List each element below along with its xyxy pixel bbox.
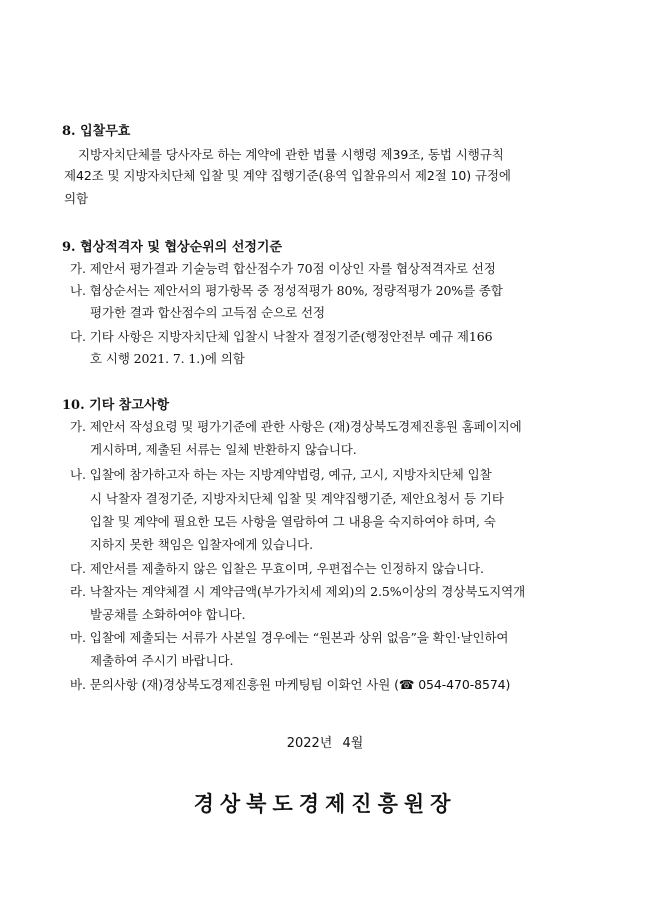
section-9-item-na: 나. 협상순서는 제안서의 평가항목 중 정성적평가 80%, 정량적평가 20%를 종합 bbox=[70, 283, 503, 298]
section-8-heading: 8. 입찰무효 bbox=[62, 124, 131, 139]
document-date: 2022년 4월 bbox=[286, 736, 364, 751]
section-10-item-ra-cont: 발공채를 소화하여야 합니다. bbox=[90, 607, 246, 622]
section-8-line-1: 지방자치단체를 당사자로 하는 계약에 관한 법률 시행령 제39조, 동법 시행규칙 bbox=[78, 147, 504, 162]
section-9-item-na-cont: 평가한 결과 합산점수의 고득점 순으로 선정 bbox=[90, 305, 325, 320]
section-10-item-ra: 라. 낙찰자는 계약체결 시 계약금액(부가가치세 제외)의 2.5%이상의 경상북도지역개 bbox=[70, 584, 526, 599]
section-10-item-na-cont-3: 지하지 못한 책임은 입찰자에게 있습니다. bbox=[90, 537, 313, 552]
section-10-item-na-cont-2: 입찰 및 계약에 필요한 모든 사항을 열람하여 그 내용을 숙지하여야 하며, 숙 bbox=[90, 514, 496, 529]
section-9-item-ga: 가. 제안서 평가결과 기술능력 합산점수가 70점 이상인 자를 협상적격자로 선정 bbox=[70, 261, 496, 276]
section-10-heading: 10. 기타 참고사항 bbox=[62, 398, 170, 413]
section-9-heading: 9. 협상적격자 및 협상순위의 선정기준 bbox=[62, 240, 283, 255]
section-9-item-da-cont: 호 시행 2021. 7. 1.)에 의함 bbox=[90, 351, 245, 366]
section-10-item-ga: 가. 제안서 작성요령 및 평가기준에 관한 사항은 (재)경상북도경제진흥원 홈페이지에 bbox=[70, 419, 522, 434]
section-9-item-da: 다. 기타 사항은 지방자치단체 입찰시 낙찰자 결정기준(행정안전부 예규 제166 bbox=[70, 329, 493, 344]
section-8-line-3: 의함 bbox=[64, 191, 88, 206]
signer-title: 경상북도경제진흥원장 bbox=[193, 791, 457, 816]
section-10-item-na: 나. 입찰에 참가하고자 하는 자는 지방계약법령, 예규, 고시, 지방자치단체 입찰 bbox=[70, 467, 492, 482]
section-10-item-ma-cont: 제출하여 주시기 바랍니다. bbox=[90, 653, 234, 668]
section-10-item-ba: 바. 문의사항 (재)경상북도경제진흥원 마케팅팀 이화언 사원 (☎ 054-470-8574) bbox=[70, 677, 511, 692]
section-10-item-da: 다. 제안서를 제출하지 않은 입찰은 무효이며, 우편접수는 인정하지 않습니다. bbox=[70, 561, 484, 576]
section-10-item-na-cont-1: 시 낙찰자 결정기준, 지방자치단체 입찰 및 계약집행기준, 제안요청서 등 기타 bbox=[90, 491, 504, 506]
section-10-item-ma: 마. 입찰에 제출되는 서류가 사본일 경우에는 “원본과 상위 없음”을 확인·날인하여 bbox=[70, 630, 509, 645]
section-10-item-ga-cont: 게시하며, 제출된 서류는 일체 반환하지 않습니다. bbox=[90, 442, 357, 457]
section-8-line-2: 제42조 및 지방자치단체 입찰 및 계약 집행기준(용역 입찰유의서 제2절 10) 규정에 bbox=[64, 168, 511, 183]
